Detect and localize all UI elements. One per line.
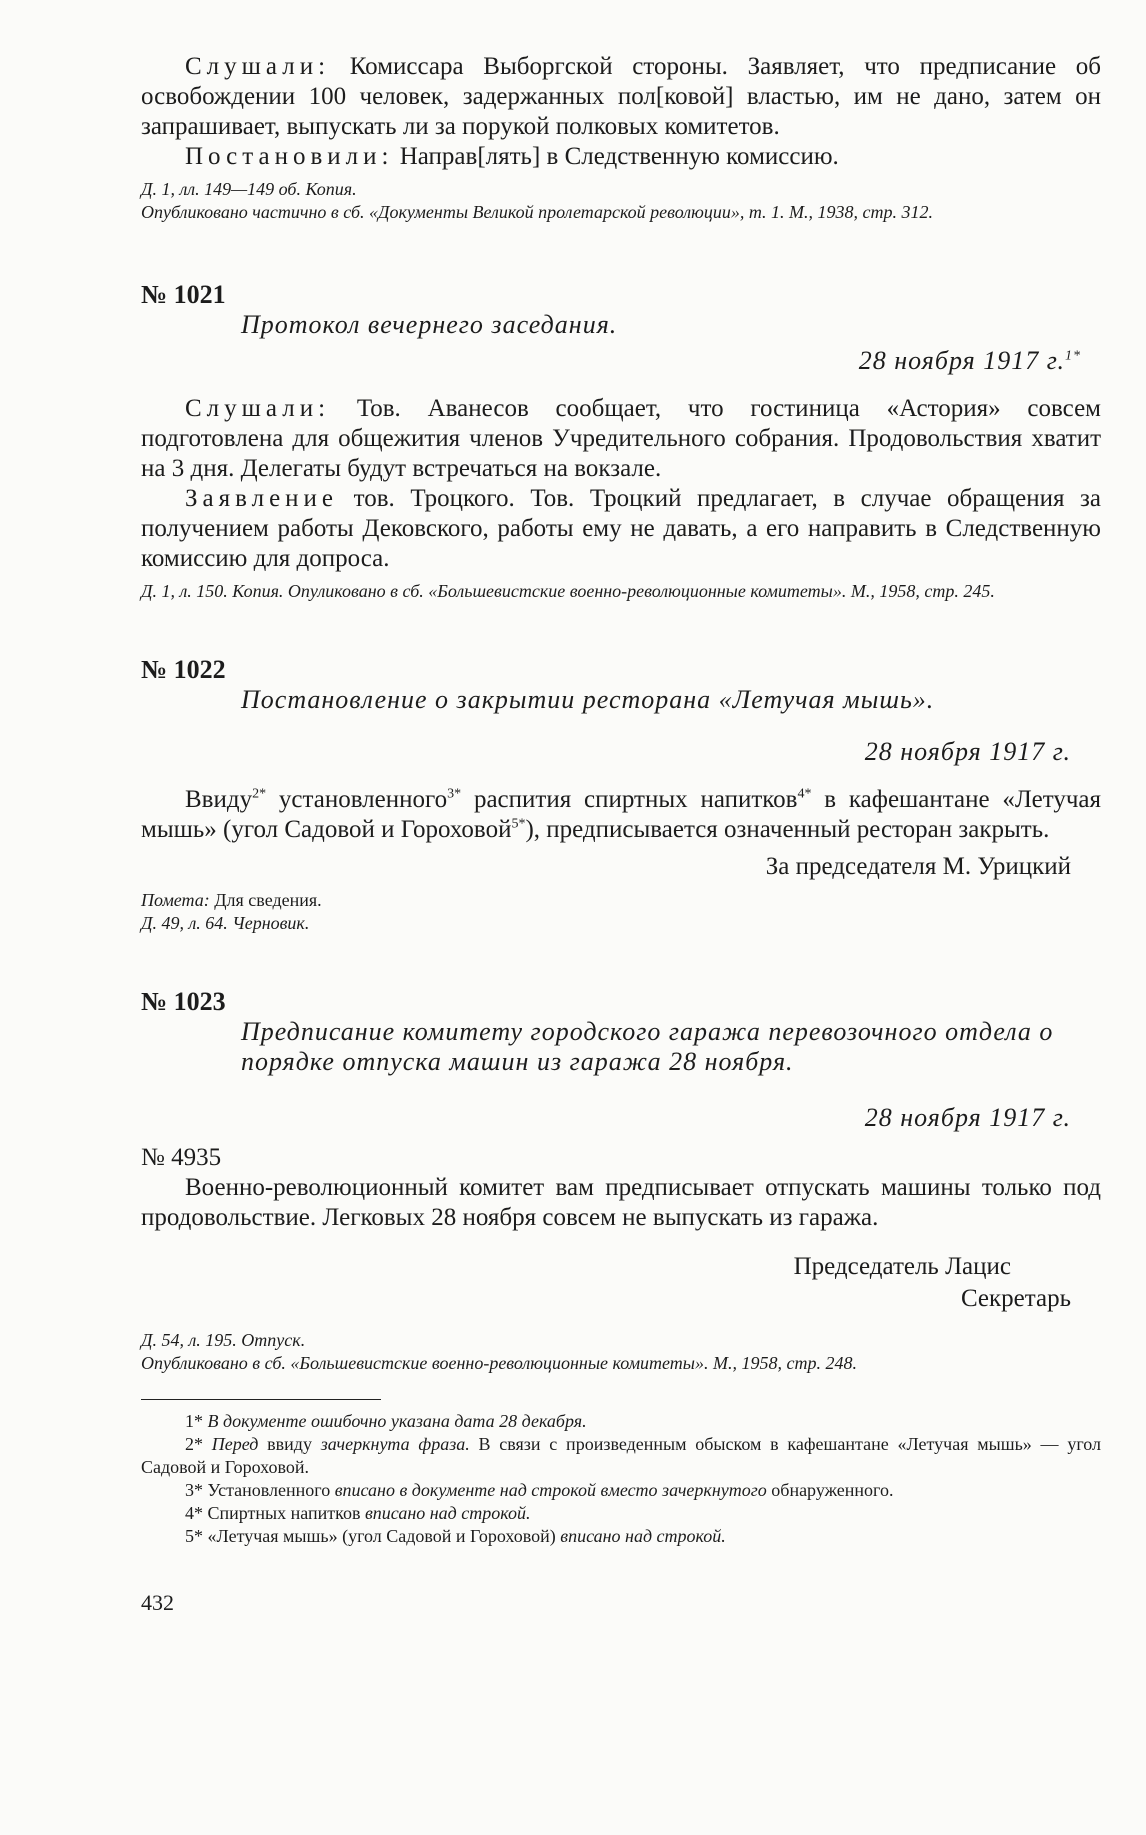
footnote-item bbox=[141, 1433, 1101, 1479]
doc-1021-date-text: 28 ноября 1917 г. bbox=[858, 346, 1065, 375]
doc-1022-note bbox=[141, 889, 1101, 912]
footnote-marker: 4* bbox=[185, 1503, 203, 1523]
footnote-marker: 1* bbox=[185, 1411, 203, 1431]
doc-1021-date-footnote-mark: 1* bbox=[1065, 348, 1081, 364]
doc-1022-date: 28 ноября 1917 г. bbox=[864, 737, 1071, 766]
doc-1023-publication-ref: Опубликовано в сб. «Большевистские военно-революционные комитеты». М., 1958, стр. 248. bbox=[141, 1353, 857, 1373]
footnote-marker: 2* bbox=[185, 1434, 203, 1454]
doc-1023-number: № 1023 bbox=[141, 987, 226, 1016]
doc-1022-body-part: в кафешантане «Летучая мышь» (угол Садовой и Гороховой bbox=[141, 786, 1102, 843]
doc-1023-date: 28 ноября 1917 г. bbox=[864, 1103, 1071, 1132]
footnote-text: Установленного bbox=[207, 1480, 331, 1500]
doc-1023-outgoing-number: № 4935 bbox=[141, 1144, 222, 1171]
doc-1021-heard-paragraph bbox=[141, 394, 1101, 484]
footnote-text: вписано в документе над строкой вместо зачеркнутого bbox=[334, 1480, 767, 1500]
doc-1022-body-part: Ввиду bbox=[185, 786, 253, 813]
page-number: 432 bbox=[141, 1590, 174, 1615]
doc-1022-note-text: Для сведения. bbox=[214, 890, 322, 910]
footnote-item bbox=[141, 1525, 1101, 1548]
footnote-item bbox=[141, 1479, 1101, 1502]
footnote-text: ввиду bbox=[267, 1434, 312, 1454]
footnote-text: В связи с произведенным обыском в кафешантане «Летучая мышь» — угол Садовой и Гороховой. bbox=[141, 1434, 1102, 1477]
doc-1022-title: Постановление о закрытии ресторана «Летучая мышь». bbox=[241, 685, 935, 714]
doc-1021-statement-paragraph bbox=[141, 484, 1101, 574]
footnote-mark: 5* bbox=[511, 816, 526, 832]
footnote-text: Спиртных напитков bbox=[207, 1503, 361, 1523]
footnote-text: В документе ошибочно указана дата 28 декабря. bbox=[207, 1411, 587, 1431]
intro-heard-paragraph bbox=[141, 52, 1101, 142]
intro-heard-text: Комиссара Выборгской стороны. Заявляет, что предписание об освобождении 100 человек, задержанных пол[ковой] властью, им не дано, затем он запрашивает, выпускать ли за порукой полковых комитетов. bbox=[141, 53, 1101, 140]
doc-1021-statement-text: тов. Троцкого. Тов. Троцкий предлагает, в случае обращения за получением работы Дековского, работы ему не давать, а его направить в Следственную комиссию для допроса. bbox=[141, 485, 1102, 572]
footnotes bbox=[141, 1410, 1101, 1548]
doc-1022-note-label: Помета: bbox=[141, 890, 210, 910]
doc-1022-body bbox=[141, 785, 1101, 845]
document-1021 bbox=[141, 280, 1101, 603]
footnote-mark: 4* bbox=[797, 786, 812, 802]
doc-1023-signature-chair: Председатель Лацис bbox=[793, 1253, 1011, 1280]
document-1023 bbox=[141, 987, 1101, 1375]
doc-1022-ref: Д. 49, л. 64. Черновик. bbox=[141, 913, 310, 933]
intro-decision-text: Направ[лять] в Следственную комиссию. bbox=[399, 143, 839, 170]
footnote-item bbox=[141, 1502, 1101, 1525]
footnote-marker: 3* bbox=[185, 1480, 203, 1500]
intro-decision-label: Постановили: bbox=[185, 143, 394, 170]
footnote-text: вписано над строкой. bbox=[364, 1503, 531, 1523]
intro-publication-ref: Опубликовано частично в сб. «Документы Великой пролетарской революции», т. 1. М., 1938, стр. 312. bbox=[141, 202, 934, 222]
doc-1023-title: Предписание комитету городского гаража перевозочного отдела о порядке отпуска машин из гаража 28 ноября. bbox=[241, 1017, 1054, 1076]
footnote-mark: 3* bbox=[447, 786, 462, 802]
footnote-item bbox=[141, 1410, 1101, 1433]
doc-1023-body: Военно-революционный комитет вам предписывает отпускать машины только под продовольствие. Легковых 28 ноября совсем не выпускать из гаража. bbox=[141, 1174, 1101, 1231]
footnote-text: «Летучая мышь» (угол Садовой и Гороховой) bbox=[207, 1526, 556, 1546]
doc-1022-number: № 1022 bbox=[141, 655, 226, 684]
doc-1021-heard-label: Слушали: bbox=[185, 395, 331, 422]
doc-1022-body-part: установленного bbox=[278, 786, 448, 813]
footnote-marker: 5* bbox=[185, 1526, 203, 1546]
doc-1021-date bbox=[141, 346, 1101, 376]
doc-1023-archive-ref: Д. 54, л. 195. Отпуск. bbox=[141, 1330, 306, 1350]
doc-1021-number: № 1021 bbox=[141, 280, 226, 309]
footnote-mark: 2* bbox=[252, 786, 267, 802]
intro-heard-label: Слушали: bbox=[185, 53, 331, 80]
doc-1022-body-part: распития спиртных напитков bbox=[473, 786, 798, 813]
doc-1023-signature-secretary: Секретарь bbox=[960, 1285, 1071, 1312]
footnote-text: Перед bbox=[211, 1434, 259, 1454]
footnote-text: вписано над строкой. bbox=[560, 1526, 726, 1546]
doc-1022-body-part: ), предписывается означенный ресторан закрыть. bbox=[525, 816, 1050, 843]
footnote-text: обнаруженного. bbox=[771, 1480, 894, 1500]
doc-1021-title: Протокол вечернего заседания. bbox=[241, 310, 618, 339]
intro-archive-ref: Д. 1, лл. 149—149 об. Копия. bbox=[141, 179, 357, 199]
doc-1021-ref: Д. 1, л. 150. Копия. Опуликовано в сб. «Большевистские военно-революционные комитеты». М., 1958, стр. 245. bbox=[141, 581, 995, 601]
intro-decision-paragraph bbox=[141, 142, 1101, 172]
document-page bbox=[141, 52, 1101, 1616]
doc-1022-signature: За председателя М. Урицкий bbox=[765, 853, 1071, 880]
footnote-divider bbox=[141, 1399, 381, 1400]
intro-section bbox=[141, 52, 1101, 224]
document-1022 bbox=[141, 655, 1101, 935]
footnote-text: зачеркнута фраза. bbox=[320, 1434, 470, 1454]
doc-1021-heard-text: Тов. Аванесов сообщает, что гостиница «Астория» совсем подготовлена для общежития членов Учредительного собрания. Продовольствия хватит на 3 дня. Делегаты будут встречаться на вокзале. bbox=[141, 395, 1101, 482]
doc-1021-statement-label: Заявление bbox=[185, 485, 339, 512]
